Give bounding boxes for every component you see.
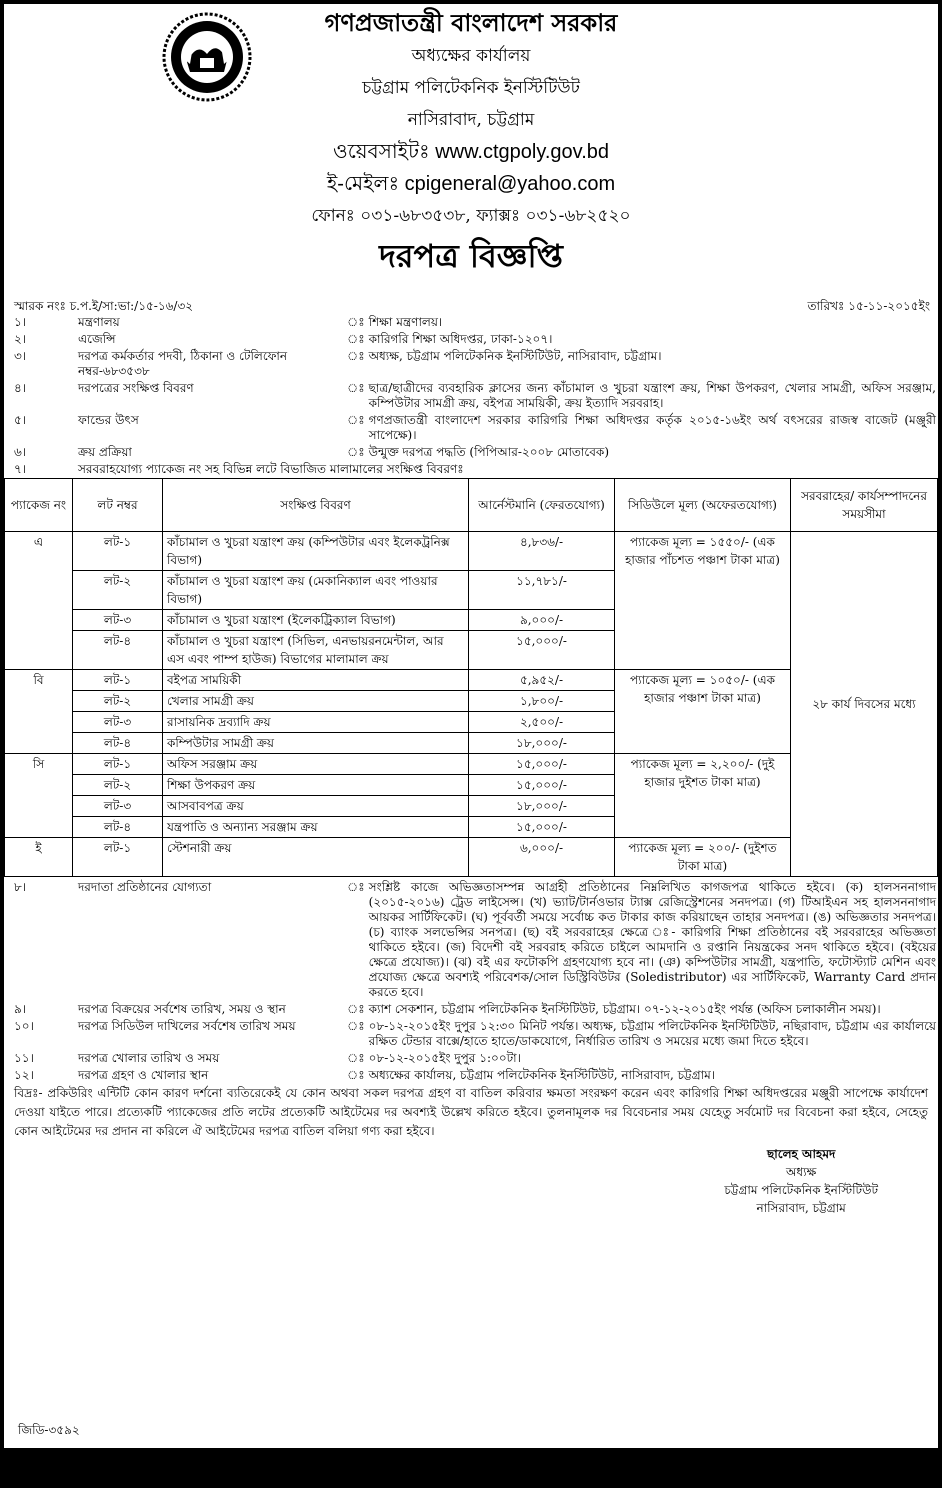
item-colon: ঃ: [347, 1051, 365, 1065]
item-label: দরপত্র সিডিউল দাখিলের সর্বশেষ তারিখ সময়: [78, 1019, 296, 1033]
item-colon: ঃ: [347, 445, 365, 459]
item-number: ৪।: [14, 381, 27, 395]
item-number: ১০।: [14, 1019, 34, 1033]
office-name: অধ্যক্ষের কার্যালয়: [411, 46, 531, 66]
phone-fax: ফোনঃ ০৩১-৬৮৩৫৩৮, ফ্যাক্সঃ ০৩১-৬৮২৫২০: [311, 206, 631, 226]
lot-number: লট-১: [73, 754, 163, 775]
earnest-amount: ৬,০০০/-: [469, 838, 615, 877]
item-value: কারিগরি শিক্ষা অধিদপ্তর, ঢাকা-১২০৭।: [368, 332, 553, 346]
table-header-row: [5, 479, 938, 532]
signature-block: [4, 1141, 938, 1215]
header-delivery-time: সরবরাহের/ কার্যসম্পাদনের সময়সীমা: [791, 479, 938, 532]
lot-description: কাঁচামাল ও খুচরা যন্ত্রাংশ ক্রয় (কম্পিউটার এবং ইলেকট্রনিক্স বিভাগ): [163, 532, 469, 571]
tender-notice-page: [4, 4, 938, 1448]
item-value: ছাত্র/ছাত্রীদের ব্যবহারিক ক্লাসের জন্য কাঁচামাল ও খুচরা যন্ত্রাংশ ক্রয়, শিক্ষা উপকরণ, খেলার সামগ্রী, অফিস সরঞ্জাম, কম্পিউটার সামগ্রী ক্রয়, বইপত্র সাময়িকী, ক্রয় ইত্যাদি সরবরাহ।: [368, 381, 936, 410]
schedule-price: প্যাকেজ মূল্য = ১০৫০/- (এক হাজার পঞ্চাশ টাকা মাত্র): [615, 670, 791, 754]
lot-number: লট-৪: [73, 817, 163, 838]
item-colon: ঃ: [347, 381, 365, 395]
earnest-amount: ১৫,০০০/-: [469, 817, 615, 838]
lot-description: শিক্ষা উপকরণ ক্রয়: [163, 775, 469, 796]
item-label: ফান্ডের উৎস: [78, 413, 139, 427]
item-number: ৭।: [14, 462, 27, 476]
item-label: দরদাতা প্রতিষ্ঠানের যোগ্যতা: [78, 880, 212, 894]
item-colon: ঃ: [347, 332, 365, 346]
schedule-price: প্যাকেজ মূল্য = ২০০/- (দুইশত টাকা মাত্র): [615, 838, 791, 877]
package-name: সি: [5, 754, 73, 838]
lot-description: কাঁচামাল ও খুচরা যন্ত্রাংশ (সিভিল, এনভায়রনমেন্টাল, আর এস এবং পাম্প হাউজ) বিভাগের মালামাল ক্রয়: [163, 631, 469, 670]
lot-number: লট-২: [73, 691, 163, 712]
item-number: ৬।: [14, 445, 27, 459]
gd-number: জিডি-৩৫৯২: [18, 1423, 80, 1437]
item-number: ৩।: [14, 349, 27, 363]
lot-description: বইপত্র সাময়িকী: [163, 670, 469, 691]
earnest-amount: ১৫,০০০/-: [469, 775, 615, 796]
item-number: ৯।: [14, 1002, 27, 1016]
item-value: উন্মুক্ত দরপত্র পদ্ধতি (পিপিআর-২০০৮ মোতাবেক): [368, 445, 609, 459]
item-label: দরপত্রের সংক্ষিপ্ত বিবরণ: [78, 381, 194, 395]
package-name: বি: [5, 670, 73, 754]
lot-number: লট-১: [73, 838, 163, 877]
notice-title: দরপত্র বিজ্ঞপ্তি: [379, 237, 563, 275]
lot-number: লট-৪: [73, 733, 163, 754]
lot-description: অফিস সরঞ্জাম ক্রয়: [163, 754, 469, 775]
lot-number: লট-১: [73, 532, 163, 571]
header-schedule-price: সিডিউলে মূল্য (অফেরতযোগ্য): [615, 479, 791, 532]
item-label: দরপত্র গ্রহণ ও খোলার স্থান: [78, 1068, 209, 1082]
lot-description: যন্ত্রপাতি ও অন্যান্য সরঞ্জাম ক্রয়: [163, 817, 469, 838]
item-label: ক্রয় প্রক্রিয়া: [78, 445, 132, 459]
lot-number: লট-৩: [73, 712, 163, 733]
item-colon: ঃ: [347, 1019, 365, 1033]
lot-description: রাসায়নিক দ্রব্যাদি ক্রয়: [163, 712, 469, 733]
package-name: ই: [5, 838, 73, 877]
list-item: [4, 1018, 938, 1050]
item-label: দরপত্র কর্মকর্তার পদবী, ঠিকানা ও টেলিফোন নম্বর-৬৮৩৫৩৮: [78, 349, 288, 378]
item-colon: ঃ: [347, 349, 365, 363]
item-colon: ঃ: [347, 880, 365, 894]
lot-description: খেলার সামগ্রী ক্রয়: [163, 691, 469, 712]
list-item: [4, 1001, 938, 1018]
lot-description: আসবাবপত্র ক্রয়: [163, 796, 469, 817]
lot-number: লট-৩: [73, 610, 163, 631]
item-colon: ঃ: [347, 413, 365, 427]
institute-address: নাসিরাবাদ, চট্টগ্রাম: [407, 110, 535, 130]
signatory-institute: চট্টগ্রাম পলিটেকনিক ইনস্টিটিউট: [724, 1183, 878, 1197]
earnest-amount: ১,৮০০/-: [469, 691, 615, 712]
earnest-amount: ২,৫০০/-: [469, 712, 615, 733]
item-value: শিক্ষা মন্ত্রণালয়।: [368, 315, 443, 329]
item-label: দরপত্র বিক্রয়ের সর্বশেষ তারিখ, সময় ও স্থান: [78, 1002, 286, 1016]
item-value: অধ্যক্ষ, চট্টগ্রাম পলিটেকনিক ইনস্টিটিউট, নাসিরাবাদ, চট্টগ্রাম।: [368, 349, 662, 363]
item-label: মন্ত্রণালয়: [78, 315, 120, 329]
signatory-address: নাসিরাবাদ, চট্টগ্রাম: [756, 1201, 846, 1215]
item-text: সরবরাহযোগ্য প্যাকেজ নং সহ বিভিন্ন লটে বিভাজিত মালামালের সংক্ষিপ্ত বিবরণঃ: [78, 462, 464, 476]
list-item: [4, 412, 938, 444]
email: ই-মেইলঃ cpigeneral@yahoo.com: [326, 173, 616, 195]
lot-number: লট-৩: [73, 796, 163, 817]
item-number: ১।: [14, 315, 27, 329]
lot-number: লট-২: [73, 571, 163, 610]
item-value: গণপ্রজাতন্ত্রী বাংলাদেশ সরকার কারিগরি শিক্ষা অধিদপ্তর কর্তৃক ২০১৫-১৬ইং অর্থ বৎসরের রাজস্ব বাজেট (মঞ্জুরী সাপেক্ষে)।: [368, 413, 936, 442]
item-number: ২।: [14, 332, 27, 346]
signatory-name: ছালেহ আহমদ: [767, 1147, 836, 1161]
reference-row: [4, 296, 938, 314]
lot-number: লট-৪: [73, 631, 163, 670]
table-row: [5, 532, 938, 571]
item-number: ৮।: [14, 880, 27, 894]
website: ওয়েবসাইটঃ www.ctgpoly.gov.bd: [333, 141, 609, 163]
items-top: [4, 314, 938, 461]
lot-description: কাঁচামাল ও খুচরা যন্ত্রাংশ ক্রয় (মেকানিক্যাল এবং পাওয়ার বিভাগ): [163, 571, 469, 610]
item-value: সংশ্লিষ্ট কাজে অভিজ্ঞতাসম্পন্ন আগ্রহী প্রতিষ্ঠানের নিম্নলিখিত কাগজপত্র থাকিতে হইবে। (ক) হালসননাগাদ (২০১৫-২০১৬) ট্রেড লাইসেন্স। (খ) ভ্যাট/টার্নওভার ট্যাক্স রেজিস্ট্রেশনের সনদপত্র। (গ) টিআইএন সহ হালসননাগাদ আয়কর সার্টিফিকেট। (ঘ) পূর্ববর্তী সময়ে সর্বোচ্চ কত টাকার কাজ করিয়াছেন তাহার সনদপত্র। (ঙ) অভিজ্ঞতার সনদপত্র। (চ) ব্যাংক সলভেন্সির সনপত্র। (ছ) বই সরবরাহের ক্ষেত্রে ঃ- কারিগরি শিক্ষা প্রতিষ্ঠানের বই সরবরাহের অভিজ্ঞতা থাকিতে হইবে। (জ) বিদেশী বই সরবরাহ করিতে চাইলে আমদানি ও রপ্তানি নিয়ন্ত্রকের সনদ থাকিতে হইবে। (বইয়ের ক্ষেত্রে প্রযোজ্য)। (ঝ) বই এর ফটোকপি গ্রহণযোগ্য হবে না। (ঞ) কম্পিউটার সামগ্রী, যন্ত্রপাতি, ফটোস্ট্যাট মেশিন এবং প্রযোজ্য ক্ষেত্রে অবশ্যই পরিবেশক/সোল ডিস্ট্রিবিউটর (Soledistributor) এর সার্টিফিকেট, Warranty Card প্রদান করতে হবে।: [368, 880, 936, 999]
earnest-amount: ১৫,০০০/-: [469, 754, 615, 775]
list-item: [4, 444, 938, 461]
lot-number: লট-২: [73, 775, 163, 796]
item-label: এজেন্সি: [78, 332, 116, 346]
item-number: ১১।: [14, 1051, 34, 1065]
header: [4, 6, 938, 296]
header-lot: লট নম্বর: [73, 479, 163, 532]
notice-date: তারিখঃ ১৫-১১-২০১৫ইং: [807, 299, 930, 313]
list-item: [4, 879, 938, 1001]
lot-description: কম্পিউটার সামগ্রী ক্রয়: [163, 733, 469, 754]
government-seal-icon: [162, 12, 252, 102]
item-colon: ঃ: [347, 1068, 365, 1082]
list-item: [4, 1067, 938, 1084]
earnest-amount: ১৫,০০০/-: [469, 631, 615, 670]
list-item: [4, 380, 938, 412]
list-item: [4, 1050, 938, 1067]
earnest-amount: ১৮,০০০/-: [469, 733, 615, 754]
item-value: ০৮-১২-২০১৫ইং দুপুর ১:০০টা।: [368, 1051, 521, 1065]
header-earnest-money: আর্নেস্টমানি (ফেরতযোগ্য): [469, 479, 615, 532]
package-name: এ: [5, 532, 73, 670]
items-bottom: [4, 879, 938, 1084]
earnest-amount: ৫,৯৫২/-: [469, 670, 615, 691]
item-label: দরপত্র খোলার তারিখ ও সময়: [78, 1051, 220, 1065]
lot-description: স্টেশনারী ক্রয়: [163, 838, 469, 877]
item-colon: ঃ: [347, 1002, 365, 1016]
item-colon: ঃ: [347, 315, 365, 329]
item-7: [4, 461, 938, 478]
notice-paragraph: বিদ্রঃ- প্রকিউরিং এন্টিটি কোন কারণ দর্শনো ব্যতিরেকেই যে কোন অথবা সকল দরপত্র গ্রহণ বা বাতিল করিবার ক্ষমতা সংরক্ষণ করেন এবং কারিগরি শিক্ষা অধিদপ্তরের মঞ্জুরী সাপেক্ষে কার্যাদেশ দেওয়া যাইতে পারে। প্রত্যেকটি প্যাকেজের প্রতি লটের প্রত্যেকটি আইটেমের দর অবশ্যই উল্লেখ করিতে হইবে। তুলনামূলক দর বিবেচনার সময় যেহেতু সর্বমোট দর বিবেচনা করা হইবে, সেহেতু কোন আইটেমের দর প্রদান না করিলে ঐ আইটেমের দরপত্র বাতিল বলিয়া গণ্য করা হইবে।: [14, 1086, 928, 1138]
earnest-amount: ৪,৮৩৬/-: [469, 532, 615, 571]
memo-number: স্মারক নংঃ চ.প.ই/সা:ভা:/১৫-১৬/৩২: [14, 299, 194, 313]
package-table: [4, 478, 938, 877]
lot-description: কাঁচামাল ও খুচরা যন্ত্রাংশ (ইলেকট্রিক্যাল বিভাগ): [163, 610, 469, 631]
header-description: সংক্ষিপ্ত বিবরণ: [163, 479, 469, 532]
item-number: ১২।: [14, 1068, 34, 1082]
institute-name: চট্টগ্রাম পলিটেকনিক ইনস্টিটিউট: [362, 78, 580, 98]
earnest-amount: ৯,০০০/-: [469, 610, 615, 631]
item-value: ক্যাশ সেকশান, চট্টগ্রাম পলিটেকনিক ইনস্টিটিউট, চট্টগ্রাম। ০৭-১২-২০১৫ইং পর্যন্ত (অফিস চলাকালীন সময়)।: [368, 1002, 881, 1016]
list-item: [4, 348, 938, 380]
government-name: গণপ্রজাতন্ত্রী বাংলাদেশ সরকার: [324, 9, 618, 37]
earnest-amount: ১৮,০০০/-: [469, 796, 615, 817]
schedule-price: প্যাকেজ মূল্য = ১৫৫০/- (এক হাজার পাঁচশত পঞ্চাশ টাকা মাত্র): [615, 532, 791, 670]
delivery-time: ২৮ কার্য দিবসের মধ্যে: [791, 532, 938, 877]
earnest-amount: ১১,৭৮১/-: [469, 571, 615, 610]
lot-number: লট-১: [73, 670, 163, 691]
list-item: [4, 331, 938, 348]
item-number: ৫।: [14, 413, 27, 427]
item-value: অধ্যক্ষের কার্যালয়, চট্টগ্রাম পলিটেকনিক ইনস্টিটিউট, নাসিরাবাদ, চট্টগ্রাম।: [368, 1068, 716, 1082]
schedule-price: প্যাকেজ মূল্য = ২,২০০/- (দুই হাজার দুইশত টাকা মাত্র): [615, 754, 791, 838]
item-value: ০৮-১২-২০১৫ইং দুপুর ১২:৩০ মিনিট পর্যন্ত। অধ্যক্ষ, চট্টগ্রাম পলিটেকনিক ইনস্টিটিউট, নছিরাবাদ, চট্টগ্রাম এর কার্যালয়ে রক্ষিত টেন্ডার বাক্সে/হাতে হাতে/ডাকযোগে, নির্ধারিত তারিখ ও সময়ের মধ্যে জমা দিতে হইবে।: [368, 1019, 936, 1048]
signatory-designation: অধ্যক্ষ: [786, 1165, 817, 1179]
header-package: প্যাকেজ নং: [5, 479, 73, 532]
